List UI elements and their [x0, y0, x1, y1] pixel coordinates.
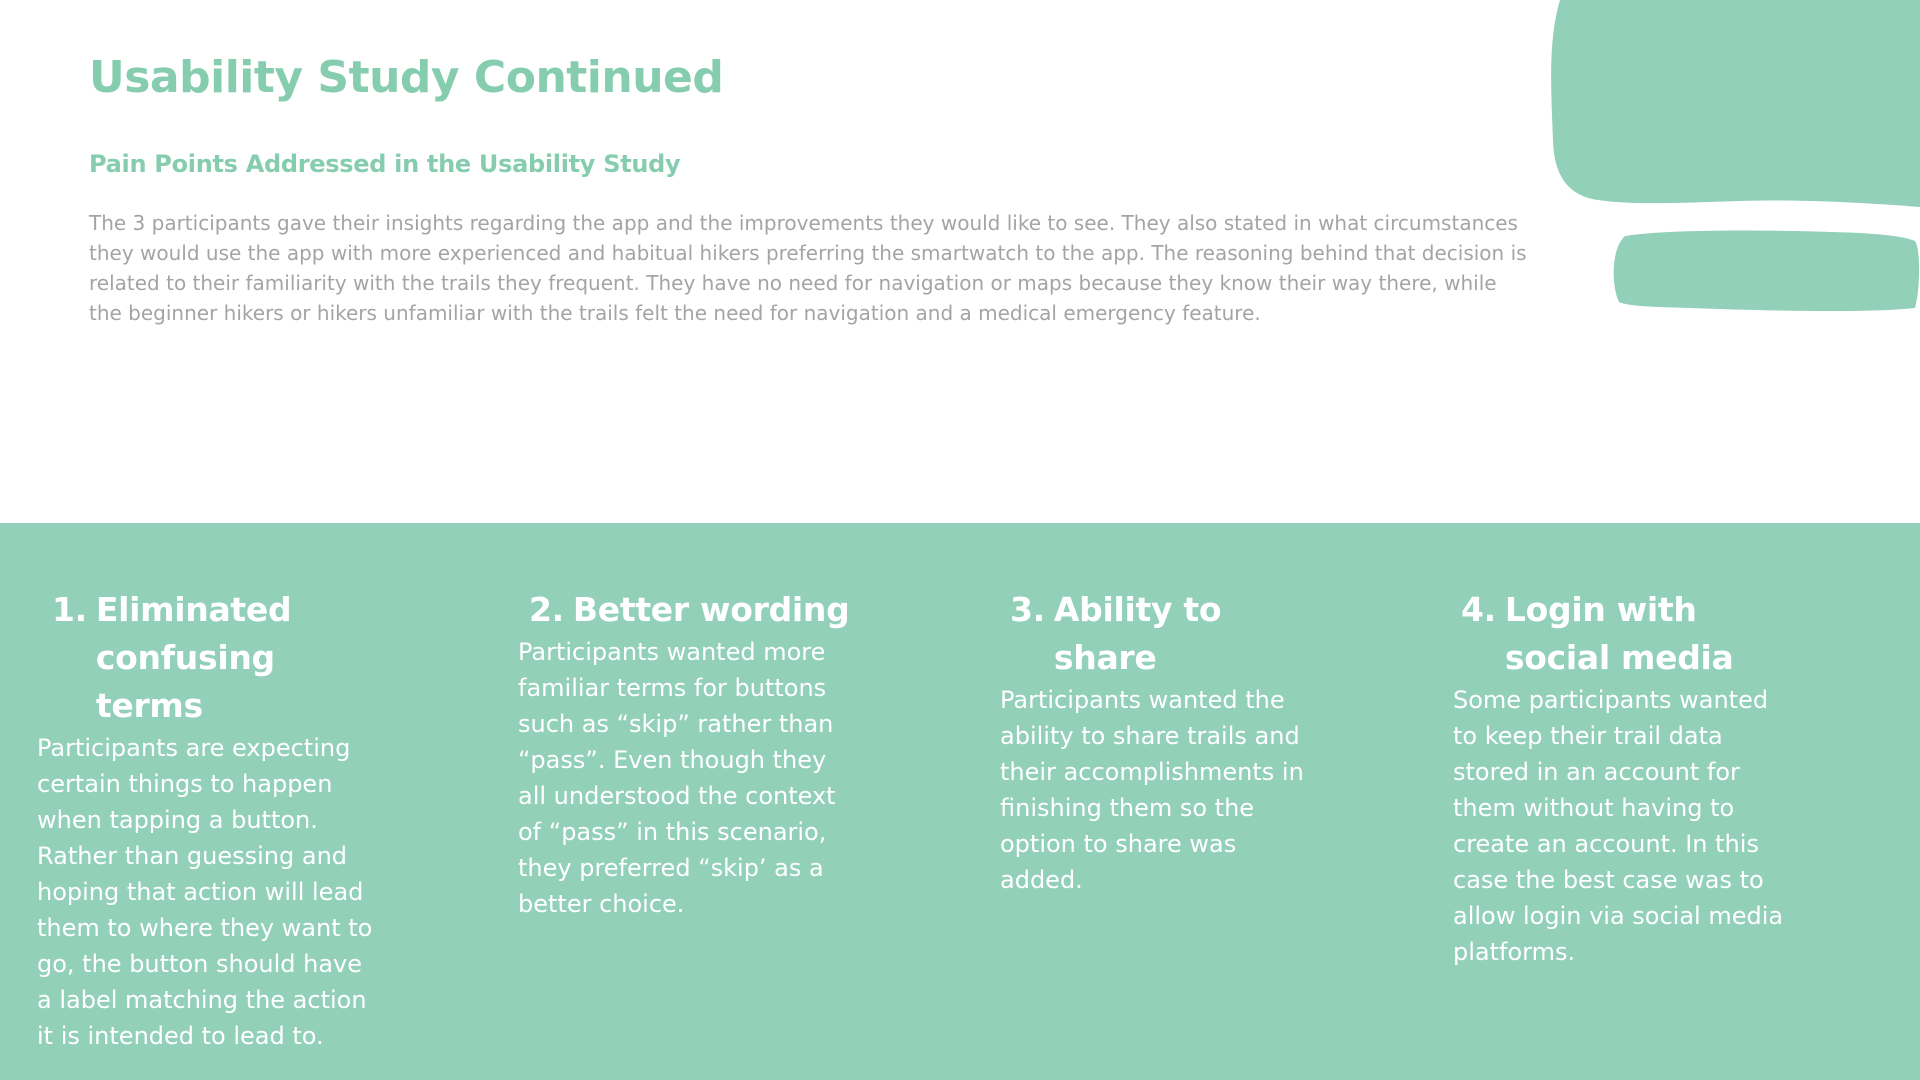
- pain-point-heading: [1453, 586, 1791, 682]
- pain-point-title: Login with social media: [1504, 590, 1734, 677]
- pain-point-card-1: [37, 586, 382, 1054]
- pain-point-number: 4.: [1461, 590, 1496, 629]
- pain-point-card-2: [518, 586, 858, 922]
- pain-point-description: Participants wanted the ability to share trails and their accomplishments in finishing them so the option to share was added.: [1000, 686, 1304, 894]
- decorative-brush-strokes: [1540, 0, 1920, 330]
- pain-point-heading: [1000, 586, 1325, 682]
- pain-point-description: Some participants wanted to keep their trail data stored in an account for them without having to create an account. In this case the best case was to allow login via social media platforms.: [1453, 686, 1784, 966]
- intro-paragraph: The 3 participants gave their insights regarding the app and the improvements they would like to see. They also stated in what circumstances they would use the app with more experienced and habitual hikers preferring the smartwatch to the app. The reasoning behind that decision is related to their familiarity with the trails they frequent. They have no need for navigation or maps because they know their way there, while the beginner hikers or hikers unfamiliar with the trails felt the need for navigation and a medical emergency feature.: [89, 211, 1527, 325]
- brush-stroke-top: [1551, 0, 1920, 207]
- pain-point-card-4: [1453, 586, 1793, 970]
- pain-point-description: Participants are expecting certain things to happen when tapping a button. Rather than guessing and hoping that action will lead them to where they want to go, the button should have a label matching the action it is intended to lead to.: [37, 734, 373, 1050]
- pain-point-number: 3.: [1010, 590, 1045, 629]
- pain-points-band: [0, 523, 1920, 1080]
- section-subtitle: Pain Points Addressed in the Usability Study: [89, 150, 681, 178]
- pain-point-title: Ability to share: [1053, 590, 1222, 677]
- brush-stroke-bottom: [1614, 231, 1919, 312]
- pain-point-card-3: [1000, 586, 1325, 898]
- page-title: Usability Study Continued: [89, 52, 724, 103]
- pain-point-number: 1.: [52, 590, 87, 629]
- pain-point-heading: [37, 586, 382, 730]
- pain-point-description: Participants wanted more familiar terms for buttons such as “skip” rather than “pass”. Even though they all understood the context of “pass” in this scenario, they preferred “skip’ as a better choice.: [518, 638, 836, 918]
- pain-point-title: Eliminated confusing terms: [95, 590, 292, 725]
- pain-point-heading: [518, 586, 858, 634]
- pain-point-number: 2.: [529, 590, 564, 629]
- pain-point-title: Better wording: [572, 590, 850, 629]
